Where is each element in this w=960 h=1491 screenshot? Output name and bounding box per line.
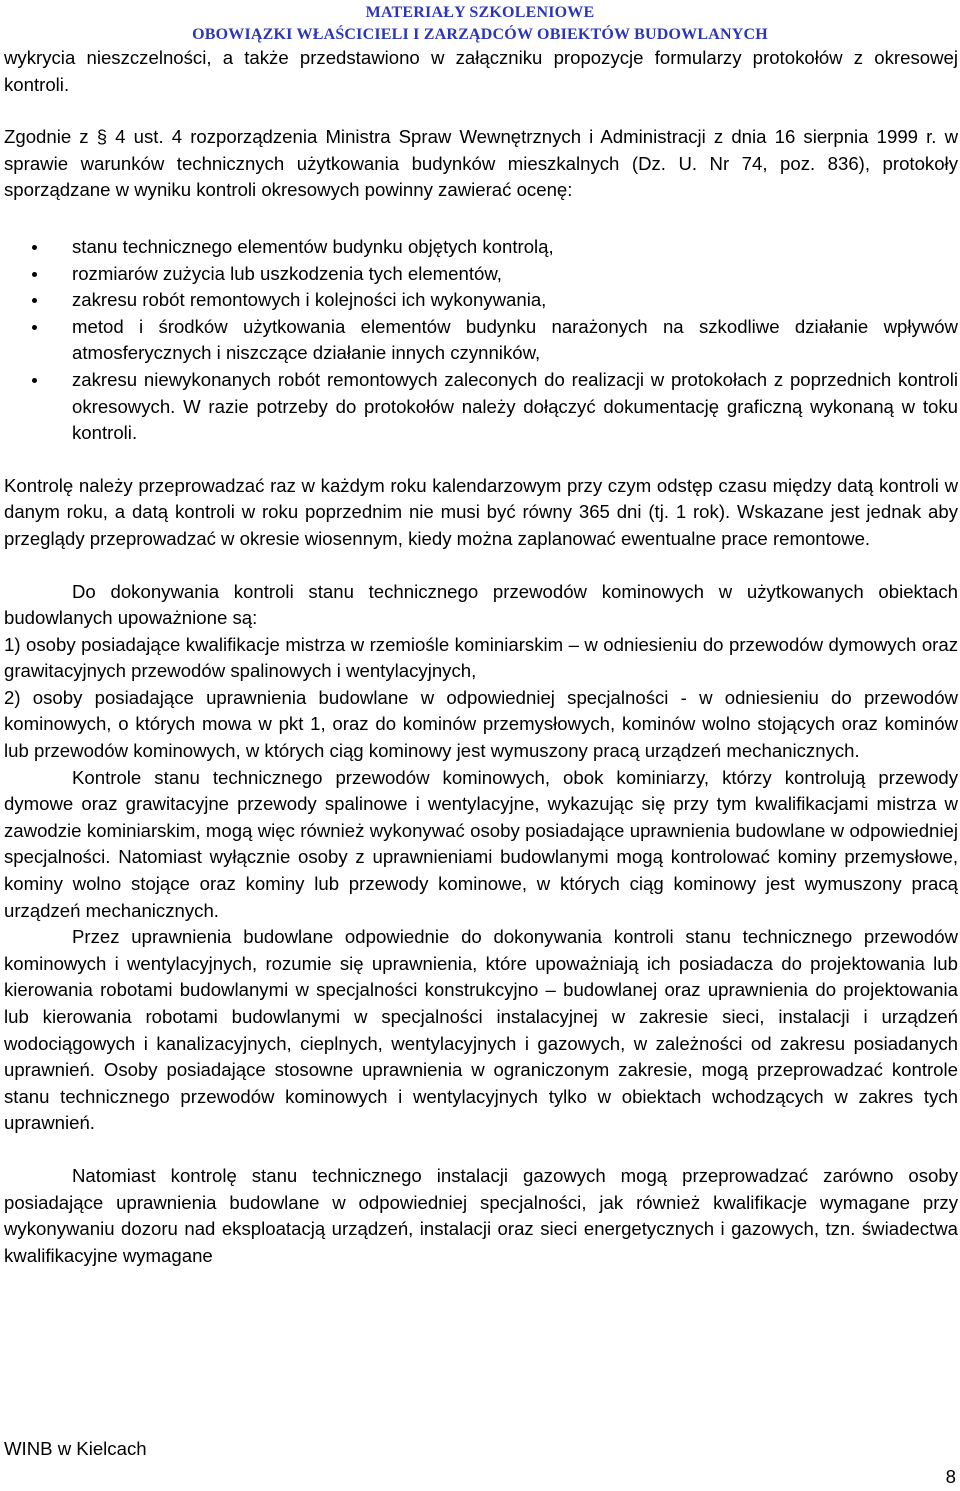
paragraph-9: Natomiast kontrolę stanu technicznego instalacji gazowych mogą przeprowadzać zarówno osoby posiadające uprawnienia budowlane w odpowiedniej specjalności, jak również kwalifikacje wymagane przy wykonywaniu dozoru nad eksploatacją urządzeń, instalacji oraz sieci energetycznych i gazowych, tzn. świadectwa kwalifikacyjne wymagane bbox=[4, 1164, 958, 1266]
paragraph-1: wykrycia nieszczelności, a także przedstawiono w załączniku propozycje formularzy protokołów z okresowej kontroli. bbox=[4, 47, 958, 95]
paragraph-8: Przez uprawnienia budowlane odpowiednie do dokonywania kontroli stanu technicznego przewodów kominowych i wentylacyjnych, rozumie się uprawnienia, które upoważniają ich posiadacza do projektowania lub kierowania robotami budowlanymi w specjalności konstrukcyjno – budowlanej oraz uprawnienia do projektowania lub kierowania robotami budowlanymi w specjalności instalacyjnej w zakresie sieci, instalacji i urządzeń wodociągowych i kanalizacyjnych, cieplnych, wentylacyjnych i gazowych, w zależności od zakresu posiadanych uprawnień. Osoby posiadające stosowne uprawnienia w ograniczonym zakresie, mogą przeprowadzać kontrole stanu technicznego przewodów kominowych i wentylacyjnych tylko w obiektach wchodzących w zakres tych uprawnień. bbox=[4, 926, 958, 1134]
paragraph-3: Kontrolę należy przeprowadzać raz w każdym roku kalendarzowym przy czym odstęp czasu między datą kontroli w danym roku, a datą kontroli w roku poprzednim nie musi być równy 365 dni (tj. 1 rok). Wskazane jest jednak aby przeglądy przeprowadzać w okresie wiosennym, kiedy można zaplanować ewentualne prace remontowe. bbox=[4, 474, 958, 549]
header-line-2: OBOWIĄZKI WŁAŚCICIELI I ZARZĄDCÓW OBIEKTÓW BUDOWLANYCH bbox=[192, 26, 768, 43]
document-body bbox=[4, 45, 958, 1269]
paragraph-2: Zgodnie z § 4 ust. 4 rozporządzenia Ministra Spraw Wewnętrznych i Administracji z dnia 16 sierpnia 1999 r. w sprawie warunków technicznych użytkowania budynków mieszkalnych (Dz. U. Nr 74, poz. 836), protokoły sporządzane w wyniku kontroli okresowych powinny zawierać ocenę: bbox=[4, 126, 958, 201]
assessment-list bbox=[4, 234, 958, 447]
list-item: rozmiarów zużycia lub uszkodzenia tych elementów, bbox=[4, 261, 958, 288]
list-item: zakresu robót remontowych i kolejności ich wykonywania, bbox=[4, 287, 958, 314]
header-line-1: MATERIAŁY SZKOLENIOWE bbox=[365, 4, 595, 21]
list-item: zakresu niewykonanych robót remontowych zaleconych do realizacji w protokołach z poprzednich kontroli okresowych. W razie potrzeby do protokołów należy dołączyć dokumentację graficzną wykonaną w toku kontroli. bbox=[4, 367, 958, 447]
paragraph-6: 2) osoby posiadające uprawnienia budowlane w odpowiedniej specjalności - w odniesieniu do przewodów kominowych, o których mowa w pkt 1, oraz do kominów przemysłowych, kominów wolno stojących oraz kominów lub przewodów kominowych, w których ciąg kominowy jest wymuszony pracą urządzeń mechanicznych. bbox=[4, 686, 958, 762]
paragraph-7: Kontrole stanu technicznego przewodów kominowych, obok kominiarzy, którzy kontrolują przewody dymowe oraz grawitacyjne przewody spalinowe i wentylacyjne, wykazując się przy tym kwalifikacjami mistrza w zawodzie kominiarskim, mogą więc również wykonywać osoby posiadające uprawnienia budowlane w odpowiedniej specjalności. Natomiast wyłącznie osoby z uprawnieniami budowlanymi mogą kontrolować kominy przemysłowe, kominy wolno stojące oraz kominy lub przewody kominowe, w których ciąg kominowy jest wymuszony pracą urządzeń mechanicznych. bbox=[4, 766, 958, 921]
paragraph-4: Do dokonywania kontroli stanu technicznego przewodów kominowych w użytkowanych obiektach budowlanych upoważnione są: bbox=[4, 580, 958, 629]
page-number: 8 bbox=[945, 1466, 956, 1487]
list-item: stanu technicznego elementów budynku objętych kontrolą, bbox=[4, 234, 958, 261]
paragraph-5: 1) osoby posiadające kwalifikacje mistrza w rzemiośle kominiarskim – w odniesieniu do przewodów dymowych oraz grawitacyjnych przewodów spalinowych i wentylacyjnych, bbox=[4, 633, 958, 682]
footer-institution: WINB w Kielcach bbox=[4, 1438, 147, 1459]
page-header bbox=[0, 2, 960, 46]
list-item: metod i środków użytkowania elementów budynku narażonych na szkodliwe działanie wpływów atmosferycznych i niszczące działanie innych czynników, bbox=[4, 314, 958, 367]
